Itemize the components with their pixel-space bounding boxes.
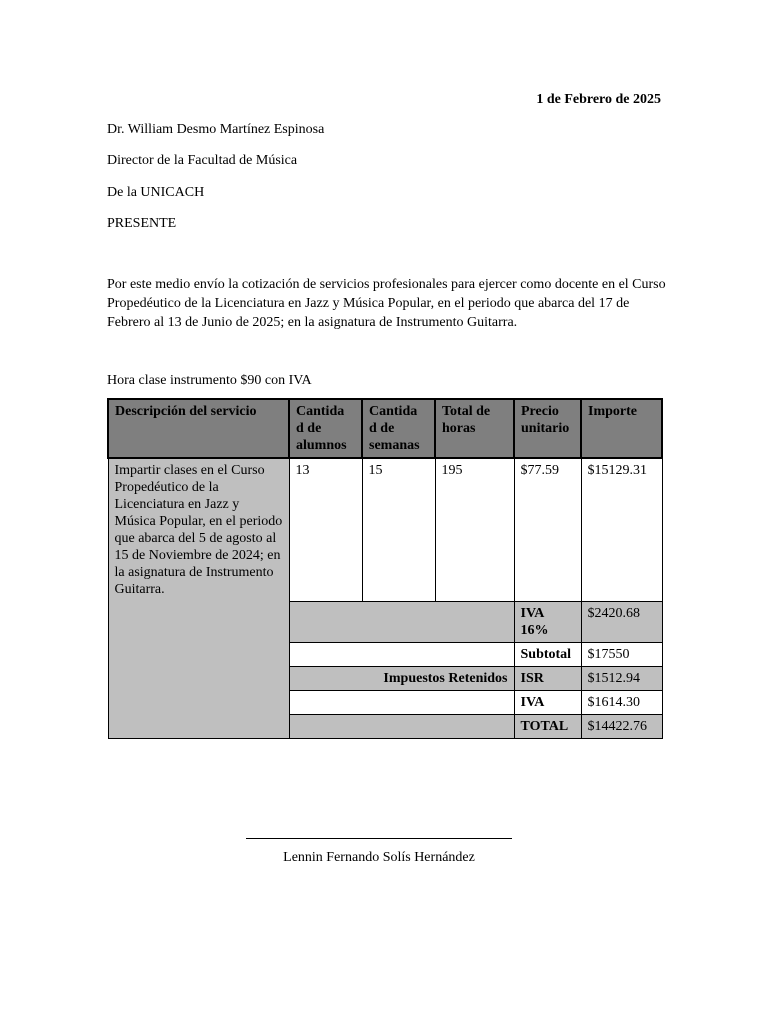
isr-value: $1512.94 xyxy=(581,666,662,690)
total-value: $14422.76 xyxy=(581,714,662,738)
subtotal-value: $17550 xyxy=(581,642,662,666)
letter-date: 1 de Febrero de 2025 xyxy=(536,92,661,107)
total-label: TOTAL xyxy=(514,714,581,738)
iva16-value: $2420.68 xyxy=(581,601,662,642)
rate-line: Hora clase instrumento $90 con IVA xyxy=(107,373,312,388)
service-description: Impartir clases en el Curso Propedéutico de la Licenciatura en Jazz y Música Popular, en el periodo que abarca del 5 de agosto al 15 de Noviembre de 2024; en la asignatura de Instrumento Guitarra. xyxy=(108,458,289,738)
cell-students: 13 xyxy=(289,458,362,601)
subtotal-label: Subtotal xyxy=(514,642,581,666)
table-row xyxy=(108,458,662,601)
header-description: Descripción del servicio xyxy=(108,399,289,458)
table-header-row xyxy=(108,399,662,458)
signature-line xyxy=(246,838,512,839)
recipient-name: Dr. William Desmo Martínez Espinosa xyxy=(107,122,325,137)
cell-weeks: 15 xyxy=(362,458,435,601)
isr-label: ISR xyxy=(514,666,581,690)
total-spacer xyxy=(289,714,514,738)
header-weeks: Cantida d de semanas xyxy=(362,399,435,458)
subtotal-spacer xyxy=(289,642,514,666)
cell-total-hours: 195 xyxy=(435,458,514,601)
cell-unit-price: $77.59 xyxy=(514,458,581,601)
quote-table xyxy=(107,398,663,739)
withheld-label: Impuestos Retenidos xyxy=(289,666,514,690)
recipient-position: Director de la Facultad de Música xyxy=(107,153,298,168)
iva-spacer xyxy=(289,690,514,714)
iva16-label: IVA 16% xyxy=(514,601,581,642)
iva-value: $1614.30 xyxy=(581,690,662,714)
iva-label: IVA xyxy=(514,690,581,714)
iva16-spacer xyxy=(289,601,514,642)
header-unit-price: Precio unitario xyxy=(514,399,581,458)
header-amount: Importe xyxy=(581,399,662,458)
header-total-hours: Total de horas xyxy=(435,399,514,458)
header-students: Cantida d de alumnos xyxy=(289,399,362,458)
recipient-institution: De la UNICACH xyxy=(107,185,205,200)
body-paragraph: Por este medio envío la cotización de servicios profesionales para ejercer como docente en el Curso Propedéutico de la Licenciatura en Jazz y Música Popular, en el periodo que abarca del 17 de Febrero al 13 de Junio de 2025; en la asignatura de Instrumento Guitarra. xyxy=(107,277,666,330)
cell-amount: $15129.31 xyxy=(581,458,662,601)
salutation: PRESENTE xyxy=(107,216,177,231)
signature-name: Lennin Fernando Solís Hernández xyxy=(283,850,475,865)
